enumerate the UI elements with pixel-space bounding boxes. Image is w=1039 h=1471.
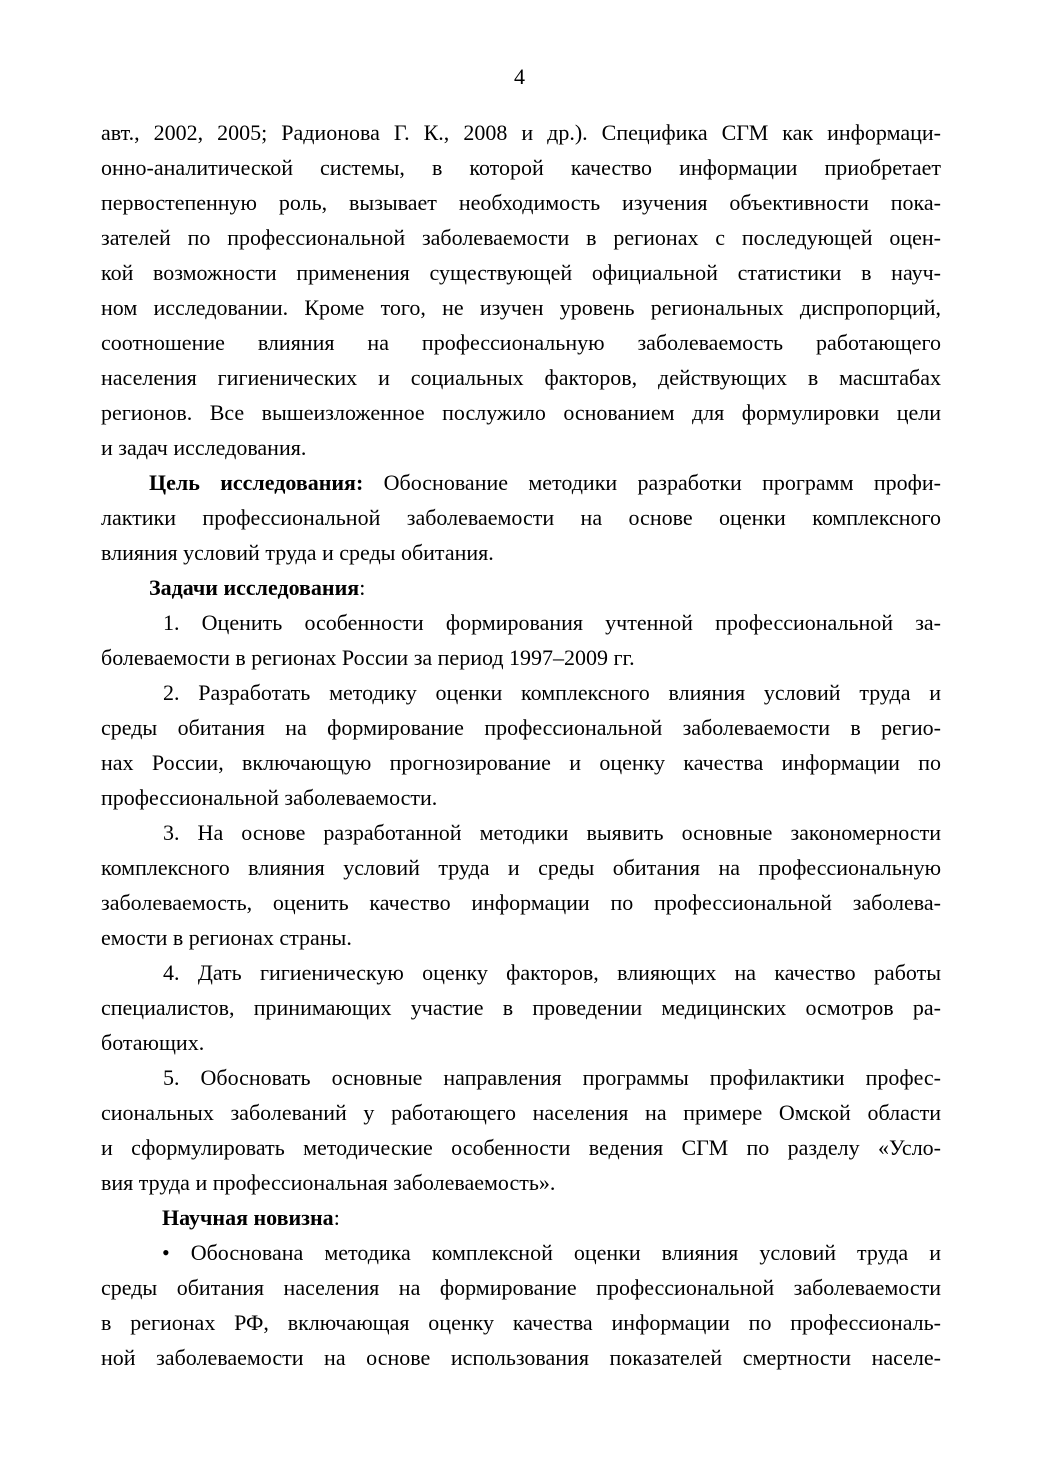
goal-heading: Цель исследования: — [149, 470, 364, 495]
text-line: среды обитания населения на формирование профессиональной заболеваемости — [101, 1275, 941, 1300]
text-line: кой возможности применения существующей официальной статистики в науч- — [101, 260, 941, 285]
text-line: профессиональной заболеваемости. — [101, 785, 438, 810]
text-line: влияния условий труда и среды обитания. — [101, 540, 494, 565]
text-line: соотношение влияния на профессиональную заболеваемость работающего — [101, 330, 941, 355]
task-item-2: 2. Разработать методику оценки комплексного влияния условий труда и — [163, 680, 941, 705]
novelty-section — [101, 1200, 941, 1375]
text-line: вия труда и профессиональная заболеваемость». — [101, 1170, 556, 1195]
text-line: зателей по профессиональной заболеваемости в регионах с последующей оцен- — [101, 225, 941, 250]
text-line: среды обитания на формирование профессиональной заболеваемости в регио- — [101, 715, 941, 740]
tasks-heading: Задачи исследования — [149, 575, 360, 600]
novelty-heading-line — [101, 1200, 941, 1235]
novelty-item-1: • Обоснована методика комплексной оценки влияния условий труда и — [162, 1240, 941, 1265]
text-line: комплексного влияния условий труда и среды обитания на профессиональную — [101, 855, 941, 880]
text-line: и сформулировать методические особенности ведения СГМ по разделу «Усло- — [101, 1135, 941, 1160]
text-line: ной заболеваемости на основе использования показателей смертности населе- — [101, 1345, 941, 1370]
novelty-heading: Научная новизна — [162, 1205, 334, 1230]
text-line: ном исследовании. Кроме того, не изучен уровень региональных диспропорций, — [101, 295, 941, 320]
goal-first-line — [101, 465, 941, 500]
tasks-section — [101, 570, 941, 1200]
text-line: регионов. Все вышеизложенное послужило основанием для формулировки цели — [101, 400, 941, 425]
task-item-1: 1. Оценить особенности формирования учтенной профессиональной за- — [163, 610, 941, 635]
text-line: населения гигиенических и социальных факторов, действующих в масштабах — [101, 365, 941, 390]
text-line: болеваемости в регионах России за период 1997–2009 гг. — [101, 645, 635, 670]
text-line: ботающих. — [101, 1030, 205, 1055]
text-line: специалистов, принимающих участие в проведении медицинских осмотров ра- — [101, 995, 941, 1020]
text-line: заболеваемость, оценить качество информации по профессиональной заболева- — [101, 890, 941, 915]
text-line: авт., 2002, 2005; Радионова Г. К., 2008 и др.). Специфика СГМ как информаци- — [101, 120, 941, 145]
page-number: 4 — [514, 64, 525, 89]
text-line: первостепенную роль, вызывает необходимость изучения объективности пока- — [101, 190, 941, 215]
tasks-heading-colon: : — [359, 575, 366, 600]
text-line: лактики профессиональной заболеваемости на основе оценки комплексного — [101, 505, 941, 530]
text-line: в регионах РФ, включающая оценку качества информации по профессиональ- — [101, 1310, 941, 1335]
text-line: емости в регионах страны. — [101, 925, 352, 950]
task-item-3: 3. На основе разработанной методики выявить основные закономерности — [163, 820, 941, 845]
goal-text: Обоснование методики разработки программ профи- — [363, 470, 941, 495]
text-line: онно-аналитической системы, в которой качество информации приобретает — [101, 155, 941, 180]
tasks-heading-line — [101, 570, 941, 605]
task-item-4: 4. Дать гигиеническую оценку факторов, влияющих на качество работы — [163, 960, 941, 985]
task-item-5: 5. Обосновать основные направления программы профилактики профес- — [163, 1065, 941, 1090]
text-line: сиональных заболеваний у работающего населения на примере Омской области — [101, 1100, 941, 1125]
intro-paragraph — [101, 115, 941, 465]
novelty-heading-colon: : — [333, 1205, 340, 1230]
text-line: нах России, включающую прогнозирование и оценку качества информации по — [101, 750, 941, 775]
goal-paragraph — [101, 465, 941, 570]
text-line: и задач исследования. — [101, 435, 307, 460]
